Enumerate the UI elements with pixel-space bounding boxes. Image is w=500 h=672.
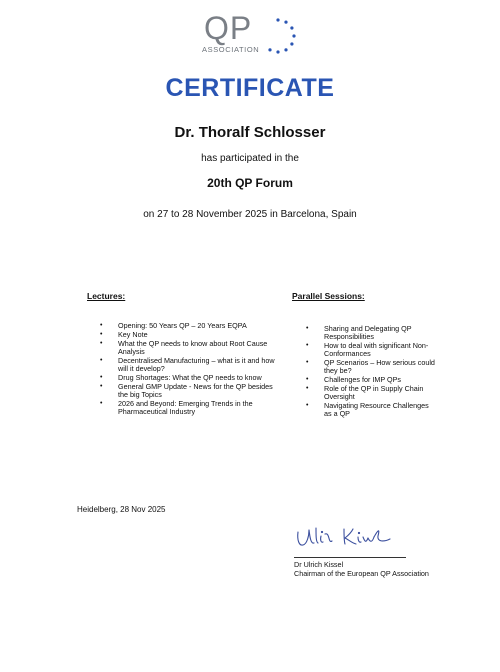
list-item: [100, 383, 280, 400]
signature-line: [294, 557, 406, 558]
qp-association-logo: [200, 12, 300, 54]
lecture-text: Decentralised Manufacturing – what is it and how will it develop?: [118, 355, 275, 373]
lectures-list: [100, 322, 280, 417]
bullet-icon: •: [306, 342, 309, 350]
session-text: Sharing and Delegating QP Responsibilities: [324, 324, 412, 342]
list-item: [306, 385, 436, 402]
lecture-text: What the QP needs to know about Root Cause Analysis: [118, 338, 268, 356]
lecture-text: General GMP Update - News for the QP besides the big Topics: [118, 381, 273, 399]
bullet-icon: •: [100, 330, 103, 338]
lecture-text: 2026 and Beyond: Emerging Trends in the Pharmaceutical Industry: [118, 398, 253, 416]
logo-letters: QP: [204, 10, 253, 46]
session-text: Role of the QP in Supply Chain Oversight: [324, 384, 424, 402]
bullet-icon: •: [306, 385, 309, 393]
list-item: [306, 359, 436, 376]
participation-text: has participated in the: [201, 153, 299, 164]
parallel-sessions-list: [306, 325, 436, 419]
session-text: Challenges for IMP QPs: [324, 375, 401, 385]
lectures-heading: Lectures:: [87, 291, 126, 301]
bullet-icon: •: [306, 376, 309, 384]
session-text: QP Scenarios – How serious could they be?: [324, 358, 435, 376]
list-item: [100, 400, 280, 417]
place-and-date: Heidelberg, 28 Nov 2025: [77, 505, 166, 514]
lecture-text: Key Note: [118, 329, 148, 339]
list-item: [306, 342, 436, 359]
bullet-icon: •: [100, 399, 103, 407]
bullet-icon: •: [306, 359, 309, 367]
list-item: [100, 340, 280, 357]
recipient-name: Dr. Thoralf Schlosser: [174, 124, 326, 141]
bullet-icon: •: [100, 373, 103, 381]
bullet-icon: •: [100, 339, 103, 347]
list-item: [100, 357, 280, 374]
bullet-icon: •: [306, 402, 309, 410]
event-dates-location: on 27 to 28 November 2025 in Barcelona, Spain: [143, 209, 357, 220]
bullet-icon: •: [100, 382, 103, 390]
handwritten-signature: [294, 522, 404, 554]
event-name: 20th QP Forum: [207, 176, 293, 190]
eu-stars-icon: [258, 16, 298, 56]
session-text: How to deal with significant Non-Conformances: [324, 341, 429, 359]
logo-subtitle: ASSOCIATION: [202, 45, 260, 54]
lecture-text: Drug Shortages: What the QP needs to know: [118, 372, 262, 382]
signer-role: Chairman of the European QP Association: [294, 569, 429, 578]
signer-name: Dr Ulrich Kissel: [294, 560, 344, 569]
bullet-icon: •: [100, 356, 103, 364]
bullet-icon: •: [100, 322, 103, 329]
list-item: [306, 402, 436, 419]
bullet-icon: •: [306, 325, 309, 332]
session-text: Navigating Resource Challenges as a QP: [324, 401, 429, 419]
certificate-title: CERTIFICATE: [165, 74, 335, 102]
lecture-text: Opening: 50 Years QP – 20 Years EQPA: [118, 321, 247, 330]
list-item: [306, 325, 436, 342]
parallel-sessions-heading: Parallel Sessions:: [292, 291, 365, 301]
